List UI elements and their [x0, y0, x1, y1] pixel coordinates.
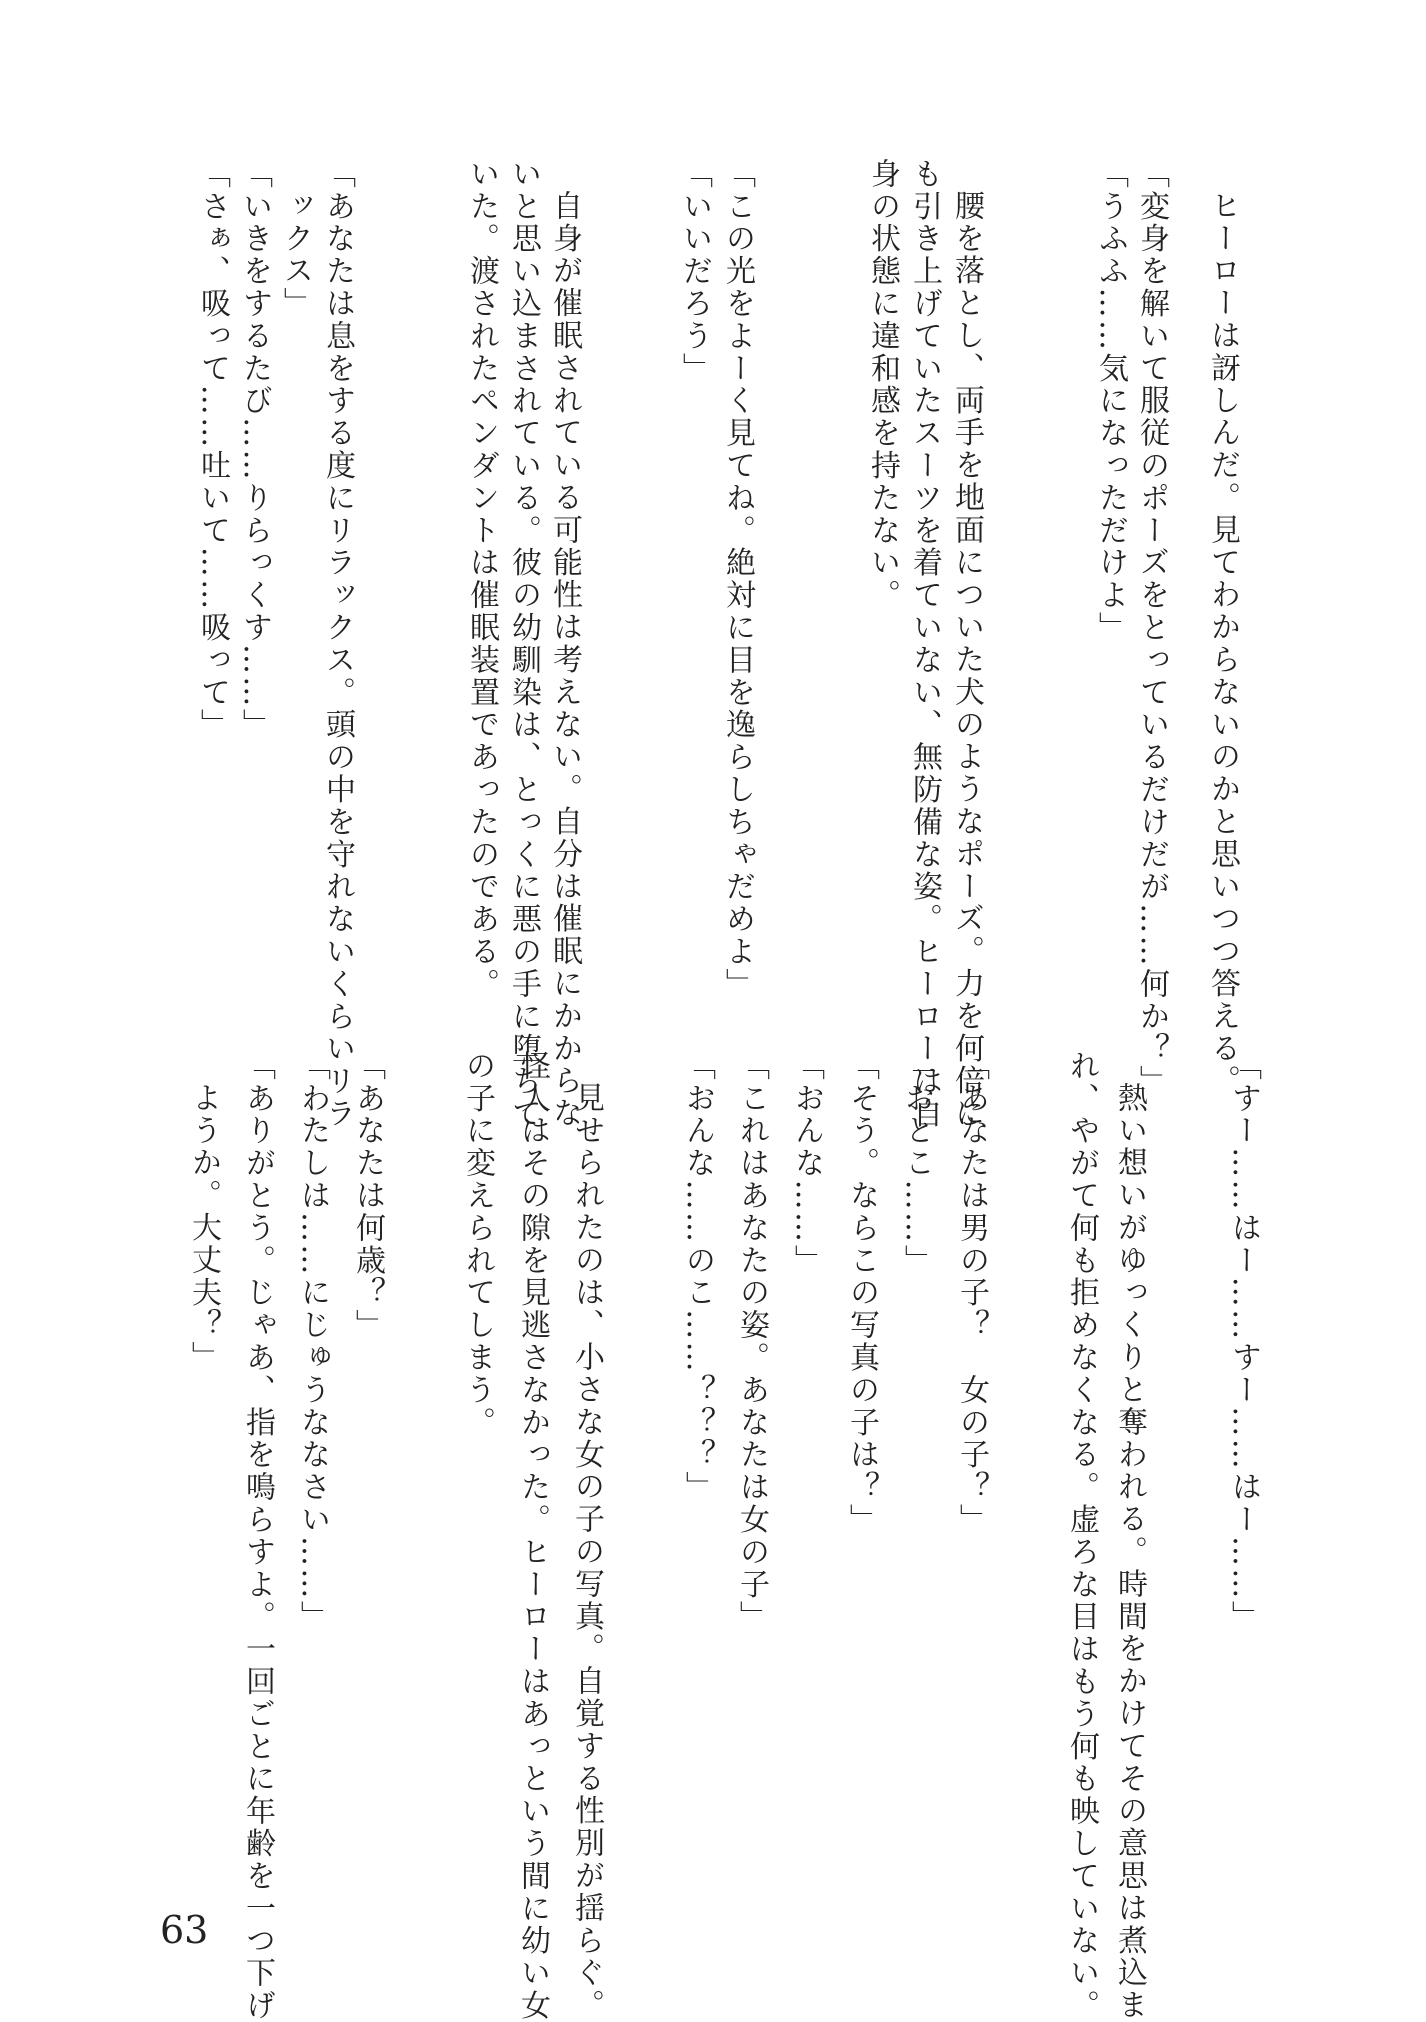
dialogue-line: 「あなたは何歳？」 [350, 1050, 385, 1342]
dialogue-line: 「うふふ……気になっただけよ」 [1093, 158, 1128, 644]
text-line: 自身が催眠されている可能性は考えない。自分は催眠にかからな [547, 190, 582, 1130]
dialogue-line: ようか。大丈夫？」 [186, 1082, 221, 1374]
dialogue-line: 「さぁ、吸って……吐いて……吸って」 [195, 158, 230, 742]
dialogue-line: 「おとこ……」 [899, 1050, 934, 1277]
dialogue-line: 「いいだろう」 [677, 158, 712, 385]
dialogue-line: 「おんな……のこ……？？？」 [680, 1050, 715, 1504]
dialogue-line: ックス」 [278, 190, 313, 320]
dialogue-line: 「すー……はー……すー……はー……」 [1226, 1050, 1261, 1634]
text-line: も引き上げていたスーツを着ていない、無防備な姿。ヒーローは自 [907, 158, 942, 1130]
dialogue-line: 「おんな……」 [789, 1050, 824, 1277]
text-line: 見せられたのは、小さな女の子の写真。自覚する性別が揺らぐ。 [569, 1082, 604, 2022]
dialogue-line: 「あなたは男の子？ 女の子？」 [954, 1050, 989, 1536]
text-line: いと思い込まされている。彼の幼馴染は、とっくに悪の手に堕ちて [506, 158, 541, 1130]
page-number: 63 [160, 1908, 209, 1952]
text-line: れ、やがて何も拒めなくなる。虚ろな目はもう何も映していない。 [1064, 1050, 1099, 2022]
dialogue-line: 「わたしは……にじゅうななさい……」 [295, 1050, 330, 1634]
text-line: 怪人はその隙を見逃さなかった。ヒーローはあっという間に幼い女 [515, 1050, 550, 2022]
dialogue-line: 「いきをするたび……りらっくす……」 [237, 158, 272, 742]
dialogue-line: 「あなたは息をする度にリラックス。頭の中を守れないくらいリラ [320, 158, 355, 1130]
text-line: 熱い想いがゆっくりと奪われる。時間をかけてその意思は煮込ま [1112, 1082, 1147, 2022]
text-line: ヒーローは訝しんだ。見てわからないのかと思いつつ答える。 [1205, 190, 1240, 1098]
dialogue-line: 「そう。ならこの写真の子は？」 [844, 1050, 879, 1536]
dialogue-line: 「ありがとう。じゃあ、指を鳴らすよ。一回ごとに年齢を一つ下げ [240, 1050, 275, 2022]
text-line: の子に変えられてしまう。 [460, 1050, 495, 1439]
dialogue-line: 「これはあなたの姿。あなたは女の子」 [734, 1050, 769, 1634]
text-line: いた。渡されたペンダントは催眠装置であったのである。 [464, 158, 499, 1001]
dialogue-line: 「この光をよーく見てね。絶対に目を逸らしちゃだめよ」 [720, 158, 755, 1001]
dialogue-line: 「変身を解いて服従のポーズをとっているだけだが……何か？」 [1134, 158, 1169, 1098]
text-line: 腰を落とし、両手を地面についた犬のようなポーズ。力を何倍に [949, 190, 984, 1130]
text-line: 身の状態に違和感を持たない。 [865, 158, 900, 612]
